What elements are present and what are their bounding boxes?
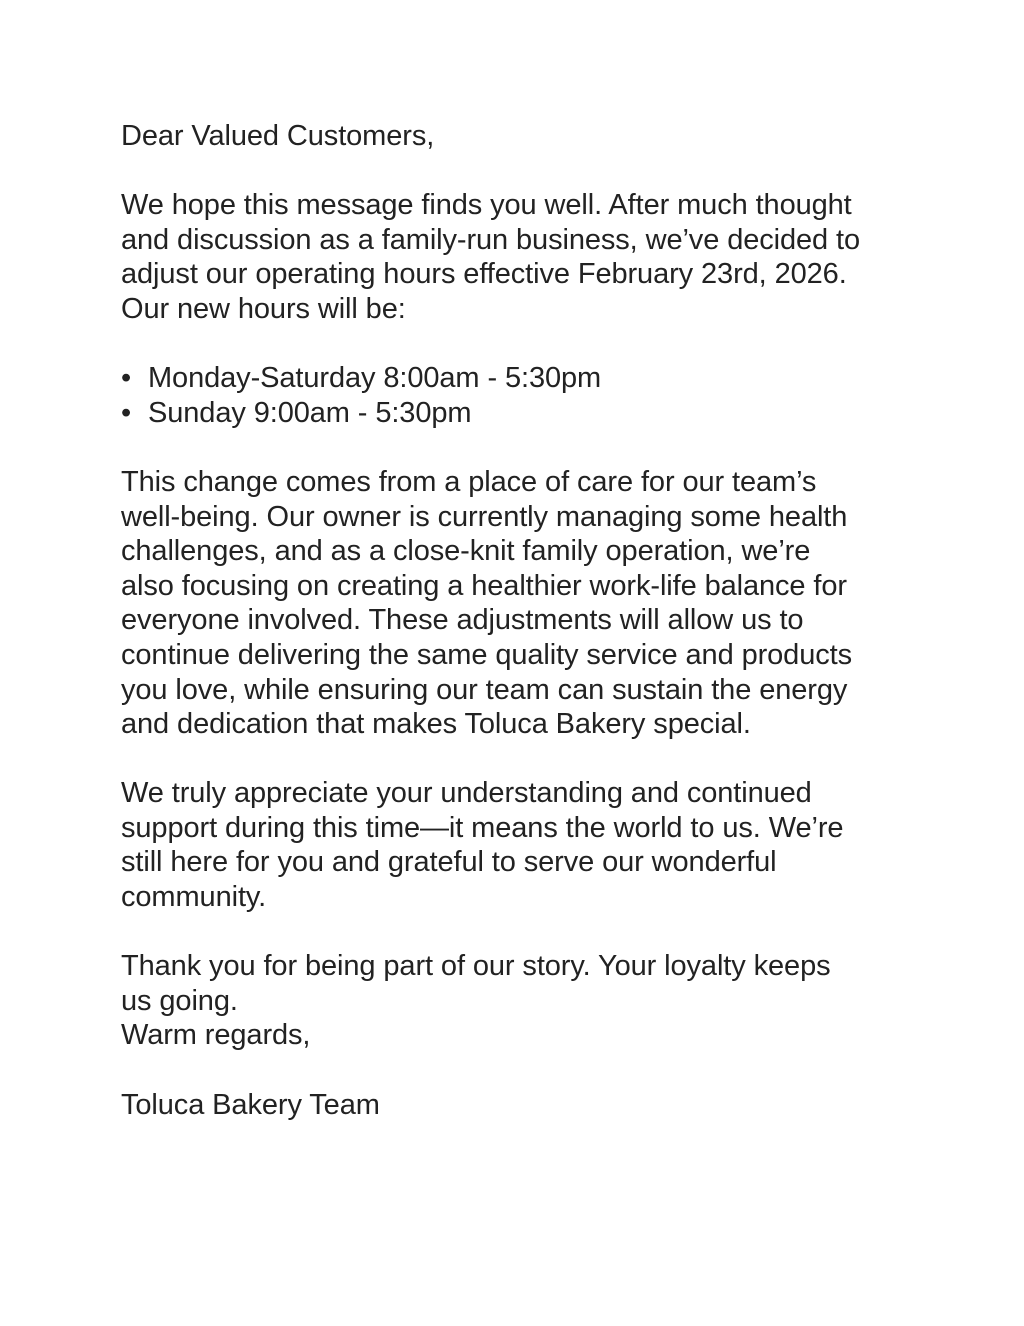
thanks-line: us going. — [121, 984, 238, 1017]
appreciation-line: support during this time—it means the world to us. We’re — [121, 811, 844, 844]
reason-line: you love, while ensuring our team can sustain the energy — [121, 673, 848, 706]
closing: Warm regards, — [121, 1019, 311, 1052]
thanks-paragraph — [121, 949, 911, 1018]
signature: Toluca Bakery Team — [121, 1088, 380, 1121]
reason-line: challenges, and as a close-knit family operation, we’re — [121, 535, 811, 568]
appreciation-line: We truly appreciate your understanding and continued — [121, 777, 812, 810]
paragraph-spacer — [121, 327, 911, 362]
thanks-line: Thank you for being part of our story. Your loyalty keeps — [121, 950, 831, 983]
paragraph-spacer — [121, 154, 911, 189]
paragraph-spacer — [121, 430, 911, 465]
hours-item-sunday: • Sunday 9:00am - 5:30pm — [121, 396, 911, 431]
appreciation-line: still here for you and grateful to serve our wonderful — [121, 846, 777, 879]
paragraph-spacer — [121, 915, 911, 950]
salutation: Dear Valued Customers, — [121, 120, 435, 152]
paragraph-spacer — [121, 742, 911, 777]
reason-line: continue delivering the same quality service and products — [121, 638, 852, 671]
reason-line: well-being. Our owner is currently managing some health — [121, 500, 848, 533]
intro-line: adjust our operating hours effective February 23rd, 2026. — [121, 258, 847, 291]
appreciation-paragraph — [121, 776, 911, 914]
intro-line: We hope this message finds you well. After much thought — [121, 189, 852, 222]
reason-line: This change comes from a place of care for our team’s — [121, 465, 817, 498]
intro-line: and discussion as a family-run business, we’ve decided to — [121, 223, 861, 256]
reason-paragraph — [121, 465, 911, 742]
reason-line: and dedication that makes Toluca Bakery special. — [121, 708, 751, 741]
hours-list — [121, 361, 911, 430]
intro-line: Our new hours will be: — [121, 292, 406, 325]
paragraph-spacer — [121, 1053, 911, 1088]
hours-item-weekdays: • Monday-Saturday 8:00am - 5:30pm — [121, 361, 911, 396]
reason-line: everyone involved. These adjustments will allow us to — [121, 604, 804, 637]
letter-body — [121, 119, 911, 1122]
appreciation-line: community. — [121, 881, 267, 914]
reason-line: also focusing on creating a healthier work-life balance for — [121, 569, 847, 602]
intro-paragraph — [121, 188, 911, 326]
